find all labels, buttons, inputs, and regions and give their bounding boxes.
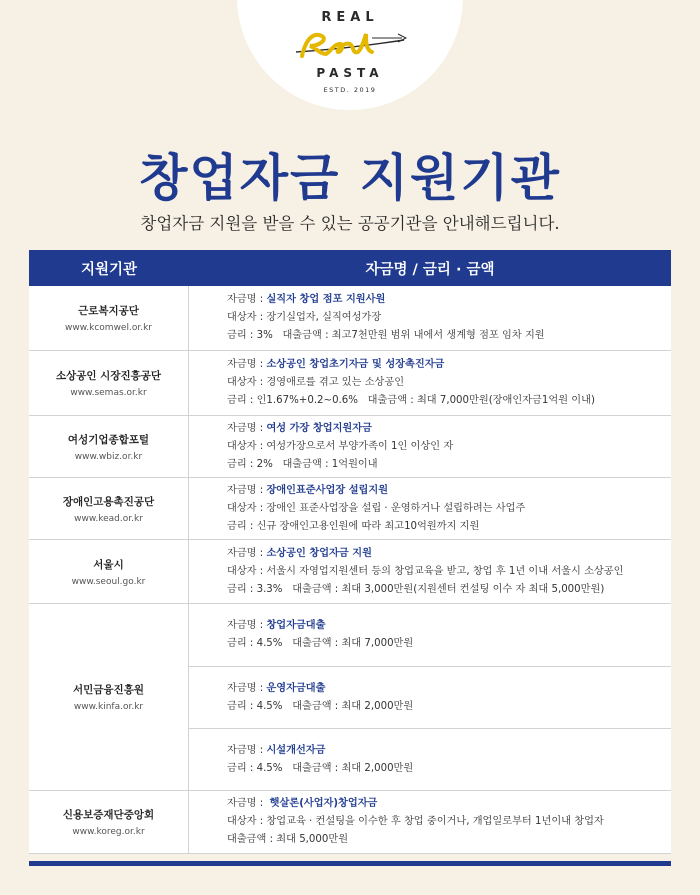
- fund-item: [189, 416, 671, 477]
- agency-url: www.wbiz.or.kr: [74, 451, 143, 462]
- fund-cell: [189, 286, 671, 350]
- fund-name: 시설개선자금: [266, 744, 326, 756]
- fund-name: 여성 가장 창업지원자금: [266, 422, 372, 434]
- fund-detail-line: 금리 : 3% 대출금액 : 최고7천만원 범위 내에서 생계형 점포 임차 지원: [227, 330, 545, 341]
- table-row: [29, 286, 671, 351]
- table-row: [29, 416, 671, 478]
- fund-name-line: [227, 356, 671, 374]
- fund-detail-line: 대상자 : 장기실업자, 실직여성가장: [227, 312, 382, 323]
- fund-item: [189, 286, 671, 350]
- fund-cell: [189, 791, 671, 853]
- fund-detail-line: 대상자 : 창업교육 · 컨설팅을 이수한 후 창업 중이거나, 개업일로부터 1년이내 창업자: [227, 816, 604, 827]
- fund-detail-line: 금리 : 4.5% 대출금액 : 최대 2,000만원: [227, 762, 414, 774]
- fund-name: 소상공인 창업초기자금 및 성장촉진자금: [266, 359, 445, 370]
- agency-cell: [29, 540, 189, 603]
- page-title: 창업자금 지원기관: [139, 149, 561, 207]
- fund-name-label: 자금명 :: [227, 798, 270, 809]
- agency-url: www.kead.or.kr: [74, 513, 143, 524]
- agency-name: 신용보증재단중앙회: [62, 809, 155, 821]
- fund-cell: [189, 351, 671, 415]
- fund-name: 실직자 창업 점포 지원사원: [266, 294, 386, 305]
- bottom-bar: [29, 861, 671, 866]
- fund-name-line: [227, 617, 671, 635]
- fund-detail-line: 대상자 : 장애인 표준사업장을 설립 · 운영하거나 설립하려는 사업주: [227, 502, 526, 514]
- agency-name: 서민금융진흥원: [72, 684, 144, 696]
- fund-name-label: 자금명 :: [227, 744, 267, 756]
- agency-cell: [29, 416, 189, 477]
- page-subtitle: 창업자금 지원을 받을 수 있는 공공기관을 안내해드립니다.: [140, 214, 560, 233]
- agency-cell: [29, 351, 189, 415]
- fund-item: [189, 478, 671, 539]
- fund-name-line: [227, 680, 671, 698]
- fund-detail-line: 금리 : 4.5% 대출금액 : 최대 7,000만원: [227, 638, 414, 649]
- agency-url: www.kcomwel.or.kr: [65, 323, 152, 333]
- logo-estd: ESTD. 2019: [323, 86, 377, 94]
- table-row: [29, 478, 671, 540]
- fund-name-line: [227, 742, 671, 760]
- agency-cell: [29, 791, 189, 853]
- fund-cell: [189, 478, 671, 539]
- logo-text-bottom: PASTA: [316, 66, 384, 80]
- fund-item: [189, 791, 671, 853]
- fund-name: 햇살론(사업자)창업자금: [269, 798, 378, 809]
- fund-detail-line: 대상자 : 여성가장으로서 부양가족이 1인 이상인 자: [227, 440, 454, 452]
- fund-name: 창업자금대출: [266, 620, 326, 631]
- table-header: [29, 250, 671, 286]
- agency-name: 근로복지공단: [78, 305, 139, 317]
- fund-name: 장애인표준사업장 설립지원: [266, 484, 389, 496]
- fund-name-label: 자금명 :: [227, 682, 267, 694]
- fund-name-label: 자금명 :: [227, 620, 267, 631]
- fund-name-line: [227, 795, 671, 813]
- fund-item: [189, 728, 671, 790]
- fund-cell: [189, 416, 671, 477]
- agency-url: www.koreg.or.kr: [72, 827, 145, 837]
- fund-item: [189, 604, 671, 666]
- logo: [237, 0, 463, 110]
- fund-detail-line: 금리 : 인1.67%+0.2~0.6% 대출금액 : 최대 7,000만원(장애인자금1억원 이내): [227, 395, 595, 406]
- fund-detail-line: 대상자 : 경영애로를 겪고 있는 소상공인: [227, 377, 405, 388]
- fund-name-line: [227, 291, 671, 309]
- agency-url: www.seoul.go.kr: [71, 576, 146, 587]
- fund-detail-line: 금리 : 신규 장애인고용인원에 따라 최고10억원까지 지원: [227, 520, 480, 532]
- agency-name: 장애인고용촉진공단: [62, 495, 155, 508]
- agency-url: www.kinfa.or.kr: [73, 702, 144, 712]
- fund-item: [189, 351, 671, 415]
- logo-script-icon: [292, 28, 408, 62]
- fund-name: 소상공인 창업자금 지원: [266, 547, 372, 559]
- fund-name-line: [227, 420, 671, 438]
- agency-table: [29, 250, 671, 854]
- agency-url: www.semas.or.kr: [70, 388, 147, 398]
- fund-cell: [189, 540, 671, 603]
- logo-text-top: REAL: [321, 10, 379, 25]
- fund-name-label: 자금명 :: [227, 359, 267, 370]
- fund-detail-line: 금리 : 4.5% 대출금액 : 최대 2,000만원: [227, 700, 414, 712]
- fund-cell: [189, 604, 671, 790]
- agency-cell: [29, 286, 189, 350]
- fund-detail-line: 금리 : 2% 대출금액 : 1억원이내: [227, 458, 378, 470]
- table-row: [29, 604, 671, 791]
- fund-name-label: 자금명 :: [227, 422, 267, 434]
- header-fund: 자금명 / 금리 · 금액: [365, 261, 495, 278]
- fund-name-line: [227, 482, 671, 500]
- fund-item: [189, 540, 671, 603]
- fund-item: [189, 666, 671, 728]
- header-agency: 지원기관: [80, 261, 138, 278]
- fund-name: 운영자금대출: [266, 682, 326, 694]
- agency-cell: [29, 478, 189, 539]
- table-row: [29, 540, 671, 604]
- agency-name: 여성기업종합포털: [67, 433, 150, 446]
- agency-name: 서울시: [93, 558, 124, 571]
- fund-detail-line: 대상자 : 서울시 자영업지원센터 등의 창업교육을 받고, 창업 후 1년 이내 서울시 소상공인: [227, 565, 624, 577]
- table-body: [29, 286, 671, 854]
- fund-detail-line: 대출금액 : 최대 5,000만원: [227, 834, 349, 845]
- fund-name-label: 자금명 :: [227, 484, 267, 496]
- agency-name: 소상공인 시장진흥공단: [55, 370, 162, 382]
- fund-detail-line: 금리 : 3.3% 대출금액 : 최대 3,000만원(지원센터 컨설팅 이수 자 최대 5,000만원): [227, 583, 605, 595]
- agency-cell: [29, 604, 189, 790]
- fund-name-label: 자금명 :: [227, 294, 267, 305]
- fund-name-line: [227, 545, 671, 563]
- fund-name-label: 자금명 :: [227, 547, 267, 559]
- table-row: [29, 351, 671, 416]
- table-row: [29, 791, 671, 854]
